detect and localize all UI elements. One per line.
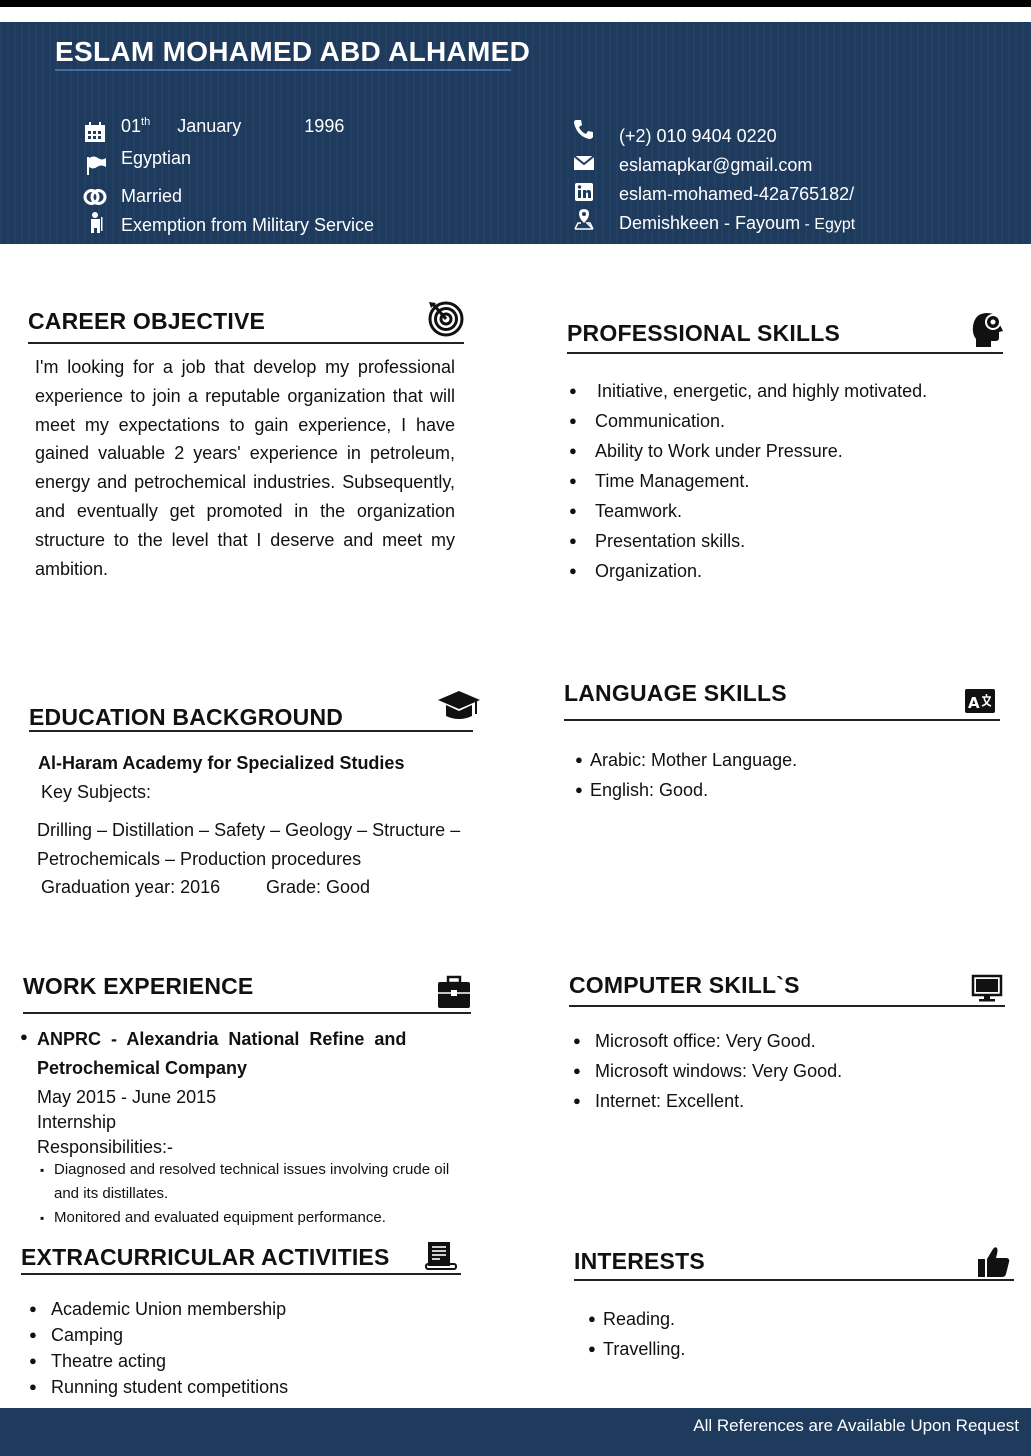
linkedin-icon	[572, 181, 596, 203]
birth-month: January	[177, 116, 242, 136]
list-item: ● Theatre acting	[27, 1348, 447, 1374]
responsibilities-list	[38, 1158, 458, 1230]
education-title: EDUCATION BACKGROUND	[29, 704, 344, 730]
responsibilities-label: Responsibilities:-	[37, 1137, 174, 1157]
extracurricular-underline	[21, 1273, 461, 1275]
phone-number: (+2) 010 9404 0220	[619, 126, 777, 146]
subjects-line-2: Petrochemicals – Production procedures	[37, 849, 362, 869]
list-item: ● Academic Union membership	[27, 1296, 447, 1322]
computer-skills-title: COMPUTER SKILL`S	[569, 972, 800, 998]
computer-skills-list	[571, 1026, 991, 1116]
work-experience-underline	[23, 1012, 471, 1014]
calendar-icon	[83, 121, 107, 143]
nationality: Egyptian	[121, 148, 192, 168]
computer-skills-underline	[569, 1005, 1005, 1007]
list-item: ● Reading.	[586, 1304, 1006, 1334]
email: eslamapkar@gmail.com	[619, 155, 813, 175]
briefcase-icon	[436, 974, 472, 1010]
birth-year: 1996	[304, 116, 345, 136]
translate-icon	[963, 686, 997, 718]
key-subjects-label: Key Subjects:	[41, 782, 152, 802]
envelope-icon	[572, 152, 596, 174]
career-objective-title: CAREER OBJECTIVE	[28, 308, 266, 334]
school-name: Al-Haram Academy for Specialized Studies	[38, 753, 405, 773]
footer-bar	[0, 1408, 1031, 1456]
list-item: ● Teamwork.	[567, 496, 987, 526]
extracurricular-list	[27, 1296, 447, 1400]
graduation-cap-icon	[436, 688, 482, 726]
professional-skills-underline	[567, 352, 1003, 354]
extracurricular-title: EXTRACURRICULAR ACTIVITIES	[21, 1244, 390, 1270]
education-underline	[29, 730, 473, 732]
map-pin-icon	[572, 208, 596, 230]
flag-icon	[84, 154, 108, 176]
birth-day-suffix: th	[141, 116, 151, 128]
list-item: ● Ability to Work under Pressure.	[567, 436, 987, 466]
rings-icon	[83, 186, 107, 208]
top-border	[0, 0, 1031, 7]
list-item: ▪ Monitored and evaluated equipment performance.	[38, 1206, 458, 1230]
company-line-2: Petrochemical Company	[37, 1058, 248, 1078]
list-item: ● Initiative, energetic, and highly motivated.	[567, 376, 987, 406]
document-list-icon	[424, 1240, 458, 1272]
list-item: ● Organization.	[567, 556, 987, 586]
list-item: ▪ Diagnosed and resolved technical issues involving crude oil and its distillates.	[38, 1158, 458, 1206]
list-item: ● Time Management.	[567, 466, 987, 496]
target-icon	[427, 300, 465, 338]
list-item: ● Arabic: Mother Language.	[573, 745, 993, 775]
linkedin-handle: eslam-mohamed-42a765182/	[619, 184, 855, 204]
list-item: ● Camping	[27, 1322, 447, 1348]
career-objective-underline	[28, 342, 464, 344]
location	[619, 213, 855, 234]
birth-day: 01	[121, 116, 142, 136]
list-item: ● Running student competitions	[27, 1374, 447, 1400]
interests-list	[586, 1304, 1006, 1364]
professional-skills-title: PROFESSIONAL SKILLS	[567, 320, 841, 346]
name-underline	[55, 69, 511, 71]
head-gear-icon	[969, 310, 1007, 348]
list-item: ● Travelling.	[586, 1334, 1006, 1364]
work-dates: May 2015 - June 2015	[37, 1087, 217, 1107]
subjects-line-1: Drilling – Distillation – Safety – Geology – Structure –	[37, 820, 461, 840]
interests-title: INTERESTS	[574, 1248, 705, 1274]
marital-status: Married	[121, 186, 183, 206]
language-skills-title: LANGUAGE SKILLS	[564, 680, 787, 706]
location-country: - Egypt	[800, 216, 856, 233]
military-status: Exemption from Military Service	[121, 215, 375, 235]
phone-icon	[572, 118, 596, 140]
thumbs-up-icon	[976, 1244, 1012, 1280]
list-item: ● Internet: Excellent.	[571, 1086, 991, 1116]
birth-date	[121, 116, 344, 137]
soldier-icon	[84, 211, 108, 233]
language-skills-list	[573, 745, 993, 805]
interests-underline	[574, 1279, 1014, 1281]
career-objective-text: I'm looking for a job that develop my professional experience to join a reputable organization that will meet my expectations to gain experience, I have gained valuable 2 years' experience in petroleum, energy and petrochemical industries. Subsequently, and eventually get promoted in the organization structure to the level that I deserve and meet my ambition.	[35, 357, 455, 579]
professional-skills-list	[567, 376, 987, 586]
location-city: Demishkeen - Fayoum	[619, 213, 801, 233]
svg-text:A: A	[968, 694, 980, 712]
company-bullet: ●	[20, 1029, 28, 1044]
list-item: ● Presentation skills.	[567, 526, 987, 556]
list-item: ● Microsoft windows: Very Good.	[571, 1056, 991, 1086]
company-line-1: ANPRC - Alexandria National Refine and	[37, 1029, 407, 1049]
monitor-icon	[970, 972, 1004, 1004]
graduation-year: Graduation year: 2016	[41, 877, 221, 897]
list-item: ● Communication.	[567, 406, 987, 436]
grade: Grade: Good	[266, 877, 371, 897]
list-item: ● English: Good.	[573, 775, 993, 805]
person-name: ESLAM MOHAMED ABD ALHAMED	[55, 36, 531, 67]
work-role: Internship	[37, 1112, 117, 1132]
footer-text: All References are Available Upon Request	[693, 1416, 1019, 1435]
list-item: ● Microsoft office: Very Good.	[571, 1026, 991, 1056]
language-skills-underline	[564, 719, 1000, 721]
work-experience-title: WORK EXPERIENCE	[23, 973, 254, 999]
